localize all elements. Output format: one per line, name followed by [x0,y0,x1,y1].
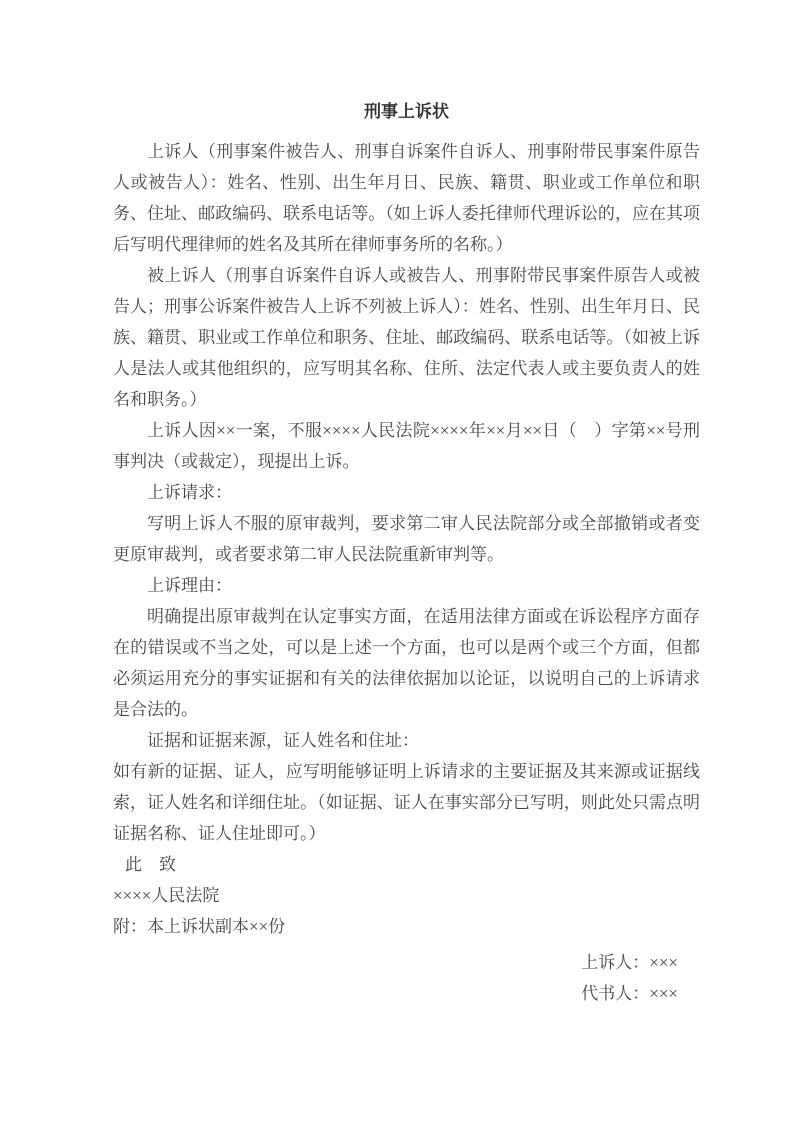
heading-appeal-request: 上诉请求： [147,483,232,502]
paragraph-appellant-info: 上诉人（刑事案件被告人、刑事自诉案件自诉人、刑事附带民事案件原告人或被告人）：姓名、性别、出生年月日、民族、籍贯、职业或工作单位和职务、住址、邮政编码、联系电话等。（如上诉人委托律师代理诉讼的，应在其项后写明代理律师的姓名及其所在律师事务所的名称。） [113,142,700,254]
paragraph-case-statement: 上诉人因××一案，不服××××人民法院××××年××月××日（ ）字第××号刑事判决（或裁定），现提出上诉。 [113,421,700,471]
paragraph-appellee-info: 被上诉人（刑事自诉案件自诉人或被告人、刑事附带民事案件原告人或被告人；刑事公诉案件被告人上诉不列被上诉人）：姓名、性别、出生年月日、民族、籍贯、职业或工作单位和职务、住址、邮政编码、联系电话等。（如被上诉人是法人或其他组织的，应写明其名称、住所、法定代表人或主要负责人的姓名和职务。） [113,266,700,409]
closing-court-name: ××××人民法院 [113,886,220,905]
heading-appeal-grounds: 上诉理由： [147,576,232,595]
heading-evidence: 证据和证据来源，证人姓名和住址： [147,731,419,750]
closing-attachment-note: 附：本上诉状副本××份 [113,917,286,936]
document-title: 刑事上诉状 [364,102,449,121]
closing-salute: 此 致 [125,855,176,874]
paragraph-appeal-request-body: 写明上诉人不服的原审裁判，要求第二审人民法院部分或全部撤销或者变更原审裁判，或者要求第二审人民法院重新审判等。 [113,514,700,564]
signature-appellant: 上诉人：××× [581,953,678,972]
signature-scribe: 代书人：××× [581,984,678,1003]
document-content [113,96,700,1009]
signature-block [113,947,700,1009]
paragraph-appeal-grounds-body: 明确提出原审裁判在认定事实方面，在适用法律方面或在诉讼程序方面存在的错误或不当之处，可以是上述一个方面，也可以是两个或三个方面，但都必须运用充分的事实证据和有关的法律依据加以论证，以说明自己的上诉请求是合法的。 [113,607,700,719]
paragraph-evidence-body: 如有新的证据、证人，应写明能够证明上诉请求的主要证据及其来源或证据线索，证人姓名和详细住址。（如证据、证人在事实部分已写明，则此处只需点明证据名称、证人住址即可。） [113,762,700,843]
